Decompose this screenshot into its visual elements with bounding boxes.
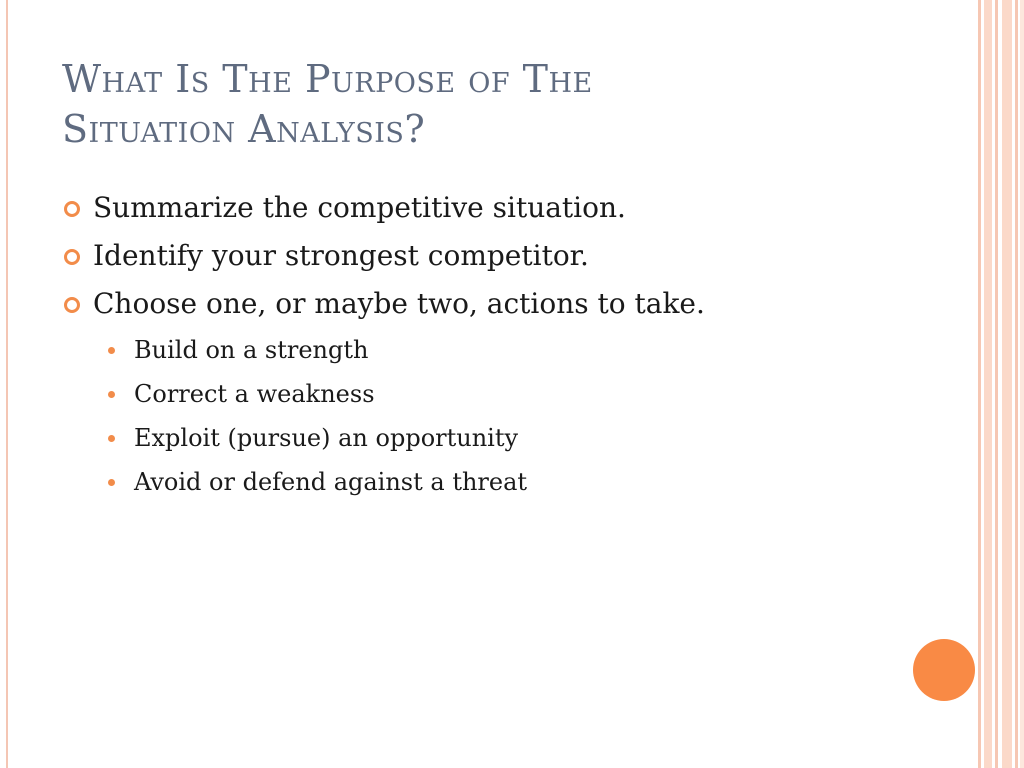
- bullet-item: [62, 282, 942, 330]
- bullet-item: [62, 186, 942, 234]
- dot-bullet-icon: [108, 479, 115, 486]
- right-stripe: [1002, 0, 1012, 768]
- decorative-circle: [913, 639, 975, 701]
- sub-bullet-text: Correct a weakness: [134, 380, 375, 408]
- bullet-list: [62, 186, 942, 506]
- left-border-line: [6, 0, 8, 768]
- dot-bullet-icon: [108, 391, 115, 398]
- sub-bullet-text: Build on a strength: [134, 336, 369, 364]
- bullet-text: Choose one, or maybe two, actions to take.: [93, 287, 705, 320]
- right-stripe: [1015, 0, 1018, 768]
- right-stripe: [978, 0, 981, 768]
- right-stripe: [1020, 0, 1024, 768]
- slide-title: [62, 54, 942, 154]
- bullet-item: [62, 234, 942, 282]
- dot-bullet-icon: [108, 435, 115, 442]
- slide-title-line-1: What Is The Purpose of The: [62, 57, 593, 101]
- circle-bullet-icon: [64, 249, 80, 265]
- dot-bullet-icon: [108, 347, 115, 354]
- sub-bullet-item: [62, 462, 942, 506]
- sub-bullet-item: [62, 374, 942, 418]
- sub-bullet-text: Exploit (pursue) an opportunity: [134, 424, 519, 452]
- bullet-text: Summarize the competitive situation.: [93, 191, 626, 224]
- sub-bullet-item: [62, 418, 942, 462]
- right-stripe: [984, 0, 992, 768]
- bullet-text: Identify your strongest competitor.: [93, 239, 589, 272]
- sub-bullet-text: Avoid or defend against a threat: [134, 468, 528, 496]
- circle-bullet-icon: [64, 201, 80, 217]
- slide-title-line-2: Situation Analysis?: [62, 107, 426, 151]
- sub-bullet-item: [62, 330, 942, 374]
- circle-bullet-icon: [64, 297, 80, 313]
- right-stripe: [995, 0, 998, 768]
